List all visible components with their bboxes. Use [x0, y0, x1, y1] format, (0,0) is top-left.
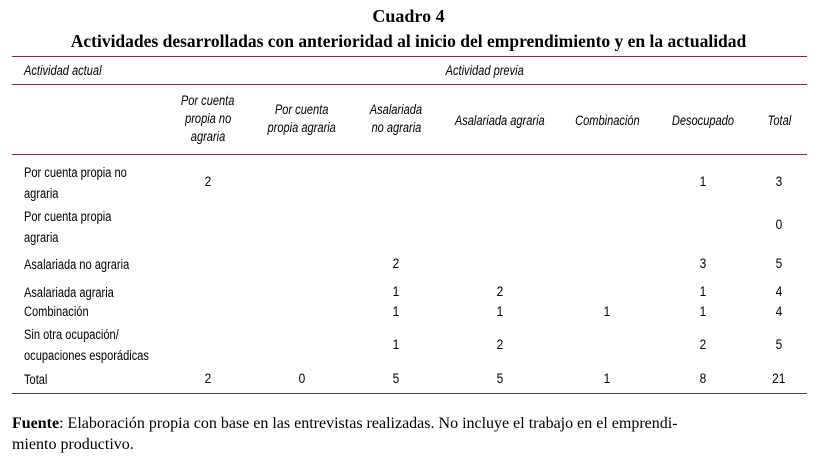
row-label: Asalariada no agraria [24, 257, 130, 272]
row-header: Actividad actual [24, 63, 102, 78]
table-cell: 21 [772, 370, 786, 386]
source-note [12, 413, 807, 455]
table-cell: 1 [392, 303, 400, 319]
column-header-line: Por cuenta [275, 102, 329, 117]
column-header-6 [719, 112, 817, 130]
table-cell: 1 [699, 173, 707, 189]
table-cell: 2 [204, 370, 212, 386]
table-cell: 2 [496, 336, 504, 352]
row-label: Asalariada agraria [24, 285, 114, 300]
table-cell: 2 [699, 336, 707, 352]
source-label: Fuente [12, 415, 60, 432]
row-label: Sin otra ocupación/ [24, 327, 119, 342]
row-label: ocupaciones esporádicas [24, 348, 149, 363]
table-cell: 2 [204, 173, 212, 189]
table-cell: 1 [603, 303, 611, 319]
header-divider-rule [12, 84, 807, 85]
table-cell: 0 [298, 370, 306, 386]
group-header: Actividad previa [445, 63, 525, 78]
table-cell: 5 [392, 370, 400, 386]
table-cell: 5 [496, 370, 504, 386]
row-label: Total [24, 372, 48, 387]
row-label: Por cuenta propia no [24, 165, 127, 180]
table-cell: 3 [775, 173, 783, 189]
table-cell: 0 [775, 216, 783, 232]
column-header-3 [440, 112, 560, 130]
table-cell: 5 [775, 336, 783, 352]
top-rule [12, 56, 807, 57]
column-header-line: Por cuenta [181, 93, 235, 108]
table-cell: 3 [699, 255, 707, 271]
column-header-line: Total [767, 113, 791, 128]
column-header-line: Combinación [574, 113, 640, 128]
table-cell: 8 [699, 370, 707, 386]
column-header-line: propia agraria [267, 120, 337, 135]
row-label: Por cuenta propia [24, 209, 112, 224]
row-label: agraria [24, 230, 59, 245]
table-cell: 5 [775, 255, 783, 271]
source-text: : Elaboración propia con base en las entrevistas realizadas. No incluye el trabajo en el emprendi- [59, 415, 678, 432]
table-cell: 1 [496, 303, 504, 319]
column-header-line: Asalariada agraria [455, 113, 545, 128]
row-label: Combinación [24, 304, 89, 319]
table-cell: 1 [392, 283, 400, 299]
column-header-line: propia no [184, 111, 232, 126]
table-cell: 1 [699, 303, 707, 319]
table-cell: 4 [775, 303, 783, 319]
header-bottom-rule [12, 154, 807, 155]
table-cell: 2 [496, 283, 504, 299]
table-cell: 4 [775, 283, 783, 299]
column-header-line: no agraria [371, 120, 421, 135]
column-header-2 [336, 101, 456, 137]
table-cell: 1 [699, 283, 707, 299]
row-label: agraria [24, 186, 59, 201]
table-title: Cuadro 4 [372, 6, 445, 26]
table-cell: 1 [392, 336, 400, 352]
table-cell: 2 [392, 255, 400, 271]
column-header-line: Asalariada [369, 102, 423, 117]
column-header-line: agraria [190, 129, 226, 144]
table-cell: 1 [603, 370, 611, 386]
bottom-rule [12, 393, 807, 394]
table-subtitle: Actividades desarrolladas con anterioridad al inicio del emprendimiento y en la actualidad [70, 31, 747, 51]
column-header-line: Desocupado [671, 113, 735, 128]
source-text-continued: miento productivo. [12, 436, 134, 453]
